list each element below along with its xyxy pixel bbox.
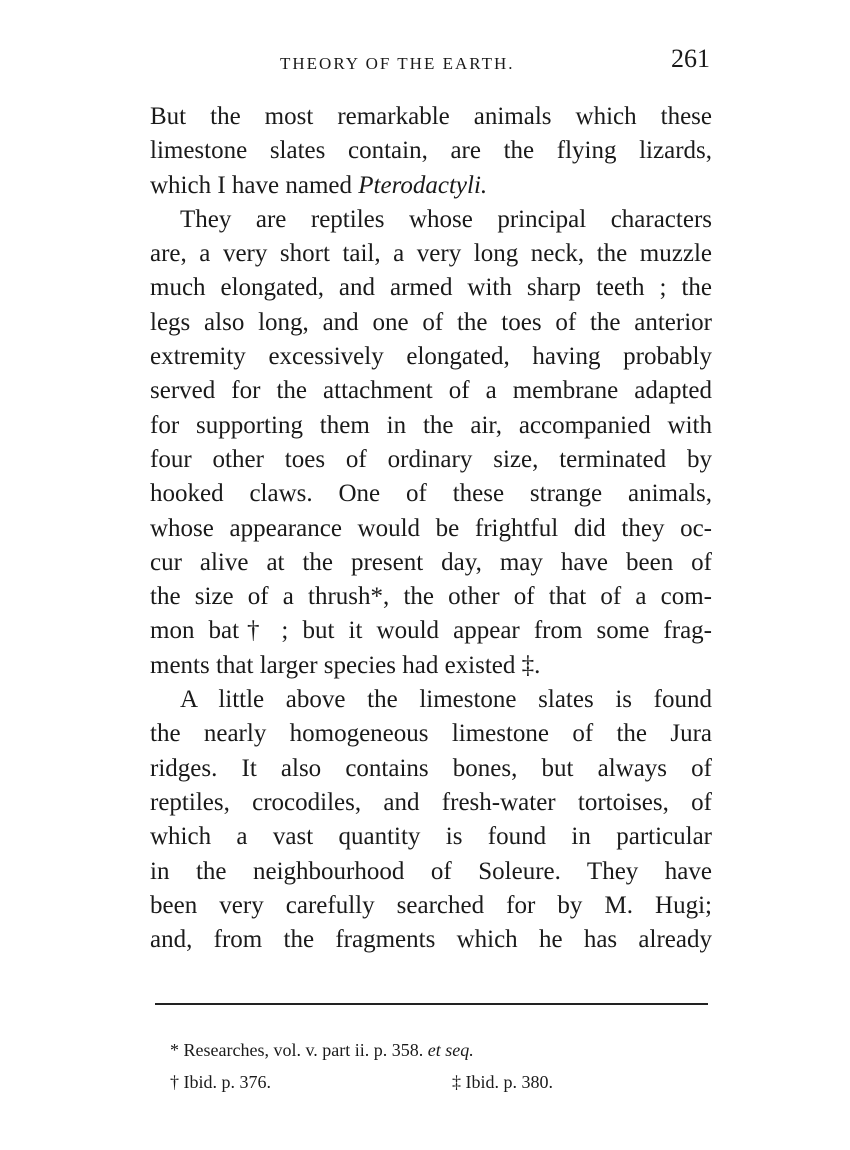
text-line: for supporting them in the air, accompanied with [150,411,712,439]
running-head [150,42,710,78]
text-line: served for the attachment of a membrane adapted [150,377,712,405]
text-line: ridges. It also contains bones, but always of [150,754,712,782]
text-line: ments that larger species had existed ‡. [150,651,541,679]
text-line: They are reptiles whose principal characters [180,205,712,233]
paragraph-2 [150,203,712,683]
text-line: cur alive at the present day, may have been of [150,548,712,576]
text-line: much elongated, and armed with sharp teeth ; the [150,274,712,302]
text-line: But the most remarkable animals which these [150,103,712,130]
text-line: reptiles, crocodiles, and fresh-water tortoises, of [150,788,712,816]
footnote-2 [170,1072,271,1092]
footnote-text: Ibid. p. 380. [461,1072,553,1092]
text-line: and, from the fragments which he has already [150,926,712,954]
paragraph-3 [150,683,712,957]
text-line: A little above the limestone slates is found [180,686,712,714]
text-line: four other toes of ordinary size, terminated by [150,445,712,473]
italic-term: Pterodactyli. [358,171,488,199]
footnote-1 [170,1034,690,1066]
text-line: hooked claws. One of these strange animals, [150,480,712,508]
footnote-marker: * [170,1040,179,1060]
footnote-marker: † [170,1072,179,1092]
footnote-rule [155,1003,708,1005]
footnotes [170,1034,690,1098]
paragraph-1 [150,100,712,203]
text-line: mon bat† ; but it would appear from some frag- [150,617,712,645]
text-line [150,169,712,203]
running-title: THEORY OF THE EARTH. [280,54,515,73]
text-line: are, a very short tail, a very long neck, the muzzle [150,240,712,268]
text-line: in the neighbourhood of Soleure. They have [150,857,712,885]
footnote-text: Researches, vol. v. part ii. p. 358. [179,1040,428,1060]
footnote-text: Ibid. p. 376. [179,1072,271,1092]
text-line: the size of a thrush*, the other of that of a com- [150,583,712,611]
text-line: the nearly homogeneous limestone of the Jura [150,720,712,748]
text-line: which a vast quantity is found in particular [150,823,712,851]
text-line: extremity excessively elongated, having probably [150,343,712,371]
footnote-3 [452,1066,553,1098]
text-line: limestone slates contain, are the flying lizards, [150,137,712,165]
text-line: whose appearance would be frightful did they oc- [150,514,712,542]
footnote-italic: et seq. [427,1040,474,1060]
footnote-row-2 [170,1066,690,1098]
body-text [150,100,712,957]
text-line: legs also long, and one of the toes of the anterior [150,308,712,336]
footnote-marker: ‡ [452,1072,461,1092]
text-fragment: which I have named [150,171,359,199]
text-line: been very carefully searched for by M. Hugi; [150,891,712,919]
page-number: 261 [671,44,710,73]
